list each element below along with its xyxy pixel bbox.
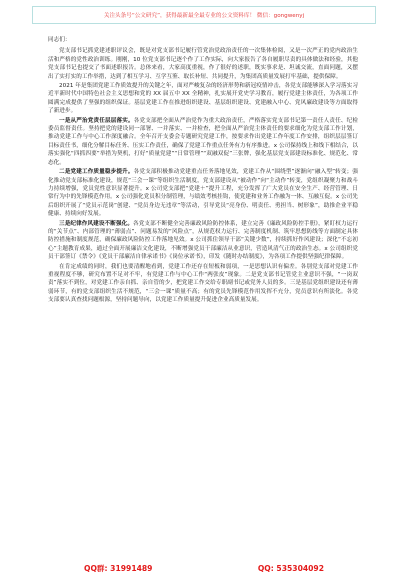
paragraph-text: 2021 年是集团党建工作质效提升的关键之年，面对严峻复杂的经济形势和新冠疫情冲击，各党支部能够深入学习落实习近平新时代中国特色社会主义思想和党的 XX 届五中 XX 全精神，扎实展开党史学习教育，履行党建主体责任，为各项工作圆满完成提供了坚强的组织保证。基层党建工作在推进组织建设、基层组织建设、党建融入中心、党风廉政建设等方面取得了新进步。 [48,83,358,115]
paragraph-3 [48,117,358,167]
paragraph-4 [48,168,358,218]
section-heading: 二是党建工作质量稳步提升。 [59,169,134,176]
paragraph-text: 在肯定成绩的同时，我们也要清醒地看到，党建工作还存在短板和弱项，一是思想认识有偏差。各别党支部对党建工作重视程度不够，研究布置不足对不牢，有党建工作与中心工作“两张皮”现象。二是党支部书记管党主业意识不强，“一岗双责”落实不到位，对党建工作亲自抓、亲自管的少，把党建工作交给专职副书记或党务人员的多。三是基层党组织建设还有薄弱环节，有的党支部组织生活不规范，“三会一课”质量不高；有的党员先锋模范作用发挥不充分，党员意识有所淡化。各党支部要认真查找问题根源，坚持问题导向，以党建工作质量提升促进企业高质量发展。 [48,263,358,304]
paragraph-text: 各党支部不断健全完善廉政风险防控体系，建立完善《廉政风险防控手册》，紧盯权力运行的“关节点”、内部管理的“薄弱点”、问题易发的“风险点”，从规范权力运行、完善制度机制、筑牢思想防线等方面制定具体防控措施和制度规范，确保廉政风险防控工作落地见效。x 公司抓住领导干部“关键少数”，持续抓好作风建设；深化“不忘初心”主题教育成果，通过全面开展廉洁文化建设，不断增强党员干部廉洁从业意识，营造风清气正的政治生态。x 公司组织党员干部签订《禁令》《党员干部廉洁自律承诺书》《岗位承诺书》，印发《随时办结制度》，为各项工作提供坚强纪律保障。 [48,220,359,261]
paragraph-text: 各党支部积极推动党建重点任务落地见效，党建工作从“围绕型”逐渐向“融入型”转变；强化推动党支部标准化建设，规范“三会一课”等组织生活制度，党支部建设从“被动作”向“主动作”转变，党组织凝聚力和战斗力持续增强，党员党性意识显著提升。x 公司党支部把“党建＋”提升工程，充分发挥了广大党员在安全生产、经营管理、日常行为中的先锋模范作用。x 公司强化党员积分制管理，与绩效考核挂钩，使党建和业务工作融为一体、互融互促。x 公司先后组织开展了“党员示范岗”创建、“党员身边无违章”等活动，引导党员“亮身份、明责任、勇担当、树形象”，助推企业平稳健康、持续向好发展。 [48,169,358,218]
paragraph-6 [48,263,358,305]
paragraph-text: 党支部书记抓党建述职评议会，既是对党支部书记履行管党治党政治责任的一次集体检阅，又是一次严正的党内政治生活和严格的党性政治训练。刚刚，10 位党支部书记逐个作了工作实际，向大家报告了各自履职尽责的具体做法和经验，其他党支部书记也提交了书面述职报告。总体来看，大家高度重视，作了很好的述职，既实事求是、坦诚交流，直面问题，又摆出了实打实的工作举措，达到了相互学习、互学互鉴、取长补短、共同提升，为集团高质量发展打牢基础，提供保障。 [48,48,358,80]
banner-text: 关注头条号“公文研究”，获得最新最全最专业的公文资料库！ 微信：gongwenyj [103,13,305,19]
paragraph-1 [48,47,358,81]
paragraph-text: 各党支部把全面从严治党作为重大政治责任，严格落实党支部书记第一责任人责任、纪检委员监督责任。坚持把党的建设同一部署、一并落实、一并检查，把全面从严治党主体责任的要求细化为党支部工作计划，推动党建工作与中心工作深度融合。全年召开支委会专题研究党建工作，按要求作出党建工作年度工作安排，组织层层签订目标责任书，细化分解目标任务、压实工作责任，确保了党建工作重点任务有力有序推进。x 公司保持线上和线下相结合，以落实强化“四抓四要”举措为契机，打好“质量党建”“日常管理”“双融双促”三张牌，强化基层党支部建设标准化、规范化、常态化。 [48,117,358,166]
header-banner [32,6,376,24]
section-heading: 三是纪律作风建设不断强化。 [59,220,134,227]
paragraph-5 [48,220,358,262]
section-heading: 一是从严治党责任层层落实。 [59,117,134,124]
greeting: 同志们： [48,37,71,43]
paragraph-2 [48,82,358,116]
footer-qq-group: QQ群: 31991489 [84,563,153,573]
document-body [48,36,358,306]
footer-qq: QQ: 535304092 [257,563,324,573]
footer-contacts [40,561,368,575]
